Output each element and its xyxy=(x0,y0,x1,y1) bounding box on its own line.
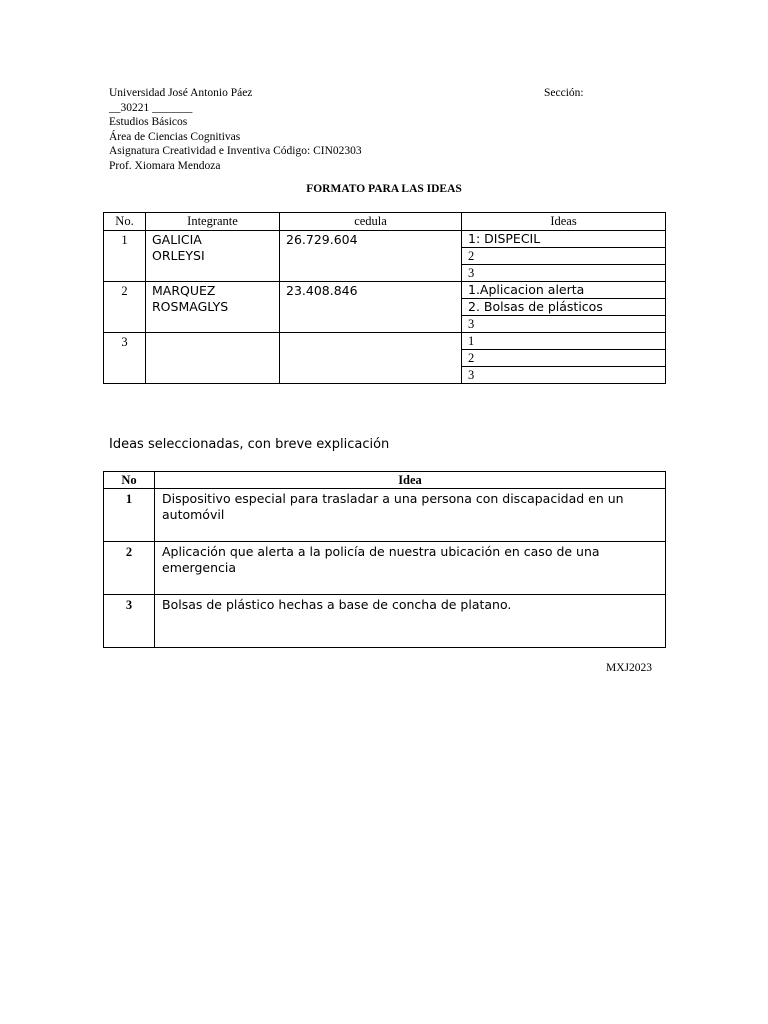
idea-cell: 2 xyxy=(462,248,666,265)
section-subtitle: Ideas seleccionadas, con breve explicación xyxy=(109,437,390,452)
table-row xyxy=(104,282,666,299)
idea-cell: 2. Bolsas de plásticos xyxy=(462,299,666,316)
header-ideas: Ideas xyxy=(462,213,666,231)
ideas-table xyxy=(103,212,666,384)
integrante-name: ORLEYSI xyxy=(152,248,205,263)
footer-code: MXJ2023 xyxy=(606,662,653,674)
idea-cell: 3 xyxy=(462,367,666,384)
row-no: 1 xyxy=(104,231,146,282)
table-row xyxy=(104,542,666,595)
professor: Prof. Xiomara Mendoza xyxy=(109,159,221,172)
page-title: FORMATO PARA LAS IDEAS xyxy=(306,183,462,195)
idea-cell: 3 xyxy=(462,316,666,333)
row-idea: Aplicación que alerta a la policía de nuestra ubicación en caso de una emergencia xyxy=(155,542,666,595)
selected-ideas-table xyxy=(103,471,666,648)
row-no: 2 xyxy=(104,542,155,595)
row-integrante xyxy=(146,333,280,384)
row-no: 2 xyxy=(104,282,146,333)
idea-cell: 2 xyxy=(462,350,666,367)
table-header-row xyxy=(104,213,666,231)
header-no: No. xyxy=(104,213,146,231)
header-no: No xyxy=(104,472,155,489)
course: Asignatura Creatividad e Inventiva Código: CIN02303 xyxy=(109,145,362,157)
integrante-surname: MARQUEZ xyxy=(152,283,216,298)
row-idea: Dispositivo especial para trasladar a una persona con discapacidad en un automóvil xyxy=(155,489,666,542)
table-row xyxy=(104,333,666,350)
idea-cell: 1 xyxy=(462,333,666,350)
integrante-surname: GALICIA xyxy=(152,232,202,247)
area: Área de Ciencias Cognitivas xyxy=(109,130,241,143)
university-name: Universidad José Antonio Páez xyxy=(109,87,253,99)
header-integrante: Integrante xyxy=(146,213,280,231)
row-integrante xyxy=(146,231,280,282)
header-cedula: cedula xyxy=(280,213,462,231)
seccion-label: Sección: xyxy=(544,87,584,99)
row-idea: Bolsas de plástico hechas a base de concha de platano. xyxy=(155,595,666,648)
table-row xyxy=(104,489,666,542)
table-header-row xyxy=(104,472,666,489)
integrante-name: ROSMAGLYS xyxy=(152,299,229,314)
table-row xyxy=(104,231,666,248)
row-no: 3 xyxy=(104,595,155,648)
row-cedula: 23.408.846 xyxy=(280,282,462,333)
table-row xyxy=(104,595,666,648)
row-cedula: 26.729.604 xyxy=(280,231,462,282)
row-cedula xyxy=(280,333,462,384)
idea-cell: 1.Aplicacion alerta xyxy=(462,282,666,299)
section-code: __30221 _______ xyxy=(109,101,193,114)
header-idea: Idea xyxy=(155,472,666,489)
idea-cell: 1: DISPECIL xyxy=(462,231,666,248)
row-no: 1 xyxy=(104,489,155,542)
idea-cell: 3 xyxy=(462,265,666,282)
row-no: 3 xyxy=(104,333,146,384)
department: Estudios Básicos xyxy=(109,116,188,128)
row-integrante xyxy=(146,282,280,333)
